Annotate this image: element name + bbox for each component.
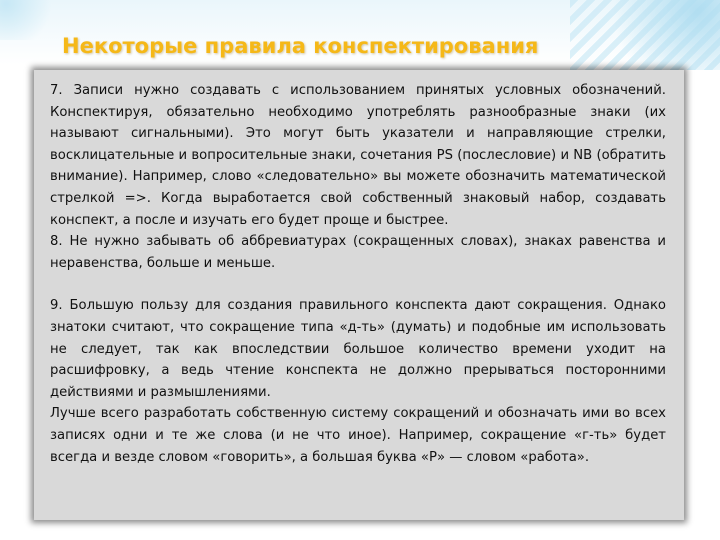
paragraph-rule-7: 7. Записи нужно создавать с использованием принятых условных обозначений. Конспектируя, обязательно необходимо употреблять разнообразные знаки (их называют сигнальными). Это могут быть указатели и направляющие стрелки, восклицательные и вопросительные знаки, сочетания PS (послесловие) и NB (обратить внимание). Например, слово «следовательно» вы можете обозначить математической стрелкой =>. Когда выработается свой собственный знаковый набор, создавать конспект, а после и изучать его будет проще и быстрее. — [50, 83, 666, 228]
paragraph-rule-9: 9. Большую пользу для создания правильного конспекта дают сокращения. Однако знатоки считают, что сокращение типа «д-ть» (думать) и подобные им использовать не следует, так как впоследствии большое количество времени уходит на расшифровку, а ведь чтение конспекта не должно прерываться посторонними действиями и размышлениями. — [50, 298, 666, 400]
content-box — [34, 70, 684, 520]
slide-title: Некоторые правила конспектирования — [62, 34, 539, 58]
content-text — [50, 80, 666, 468]
paragraph-rule-8: 8. Не нужно забывать об аббревиатурах (сокращенных словах), знаках равенства и неравенства, больше и меньше. — [50, 234, 666, 271]
paragraph-spacer — [50, 274, 666, 295]
paragraph-abbreviation-system: Лучше всего разработать собственную систему сокращений и обозначать ими во всех записях одни и те же слова (и не что иное). Например, сокращение «г-ть» будет всегда и везде словом «говорить», а большая буква «Р» — словом «работа». — [50, 406, 666, 465]
corner-decoration-left — [0, 0, 60, 40]
corner-decoration-right — [570, 0, 720, 70]
